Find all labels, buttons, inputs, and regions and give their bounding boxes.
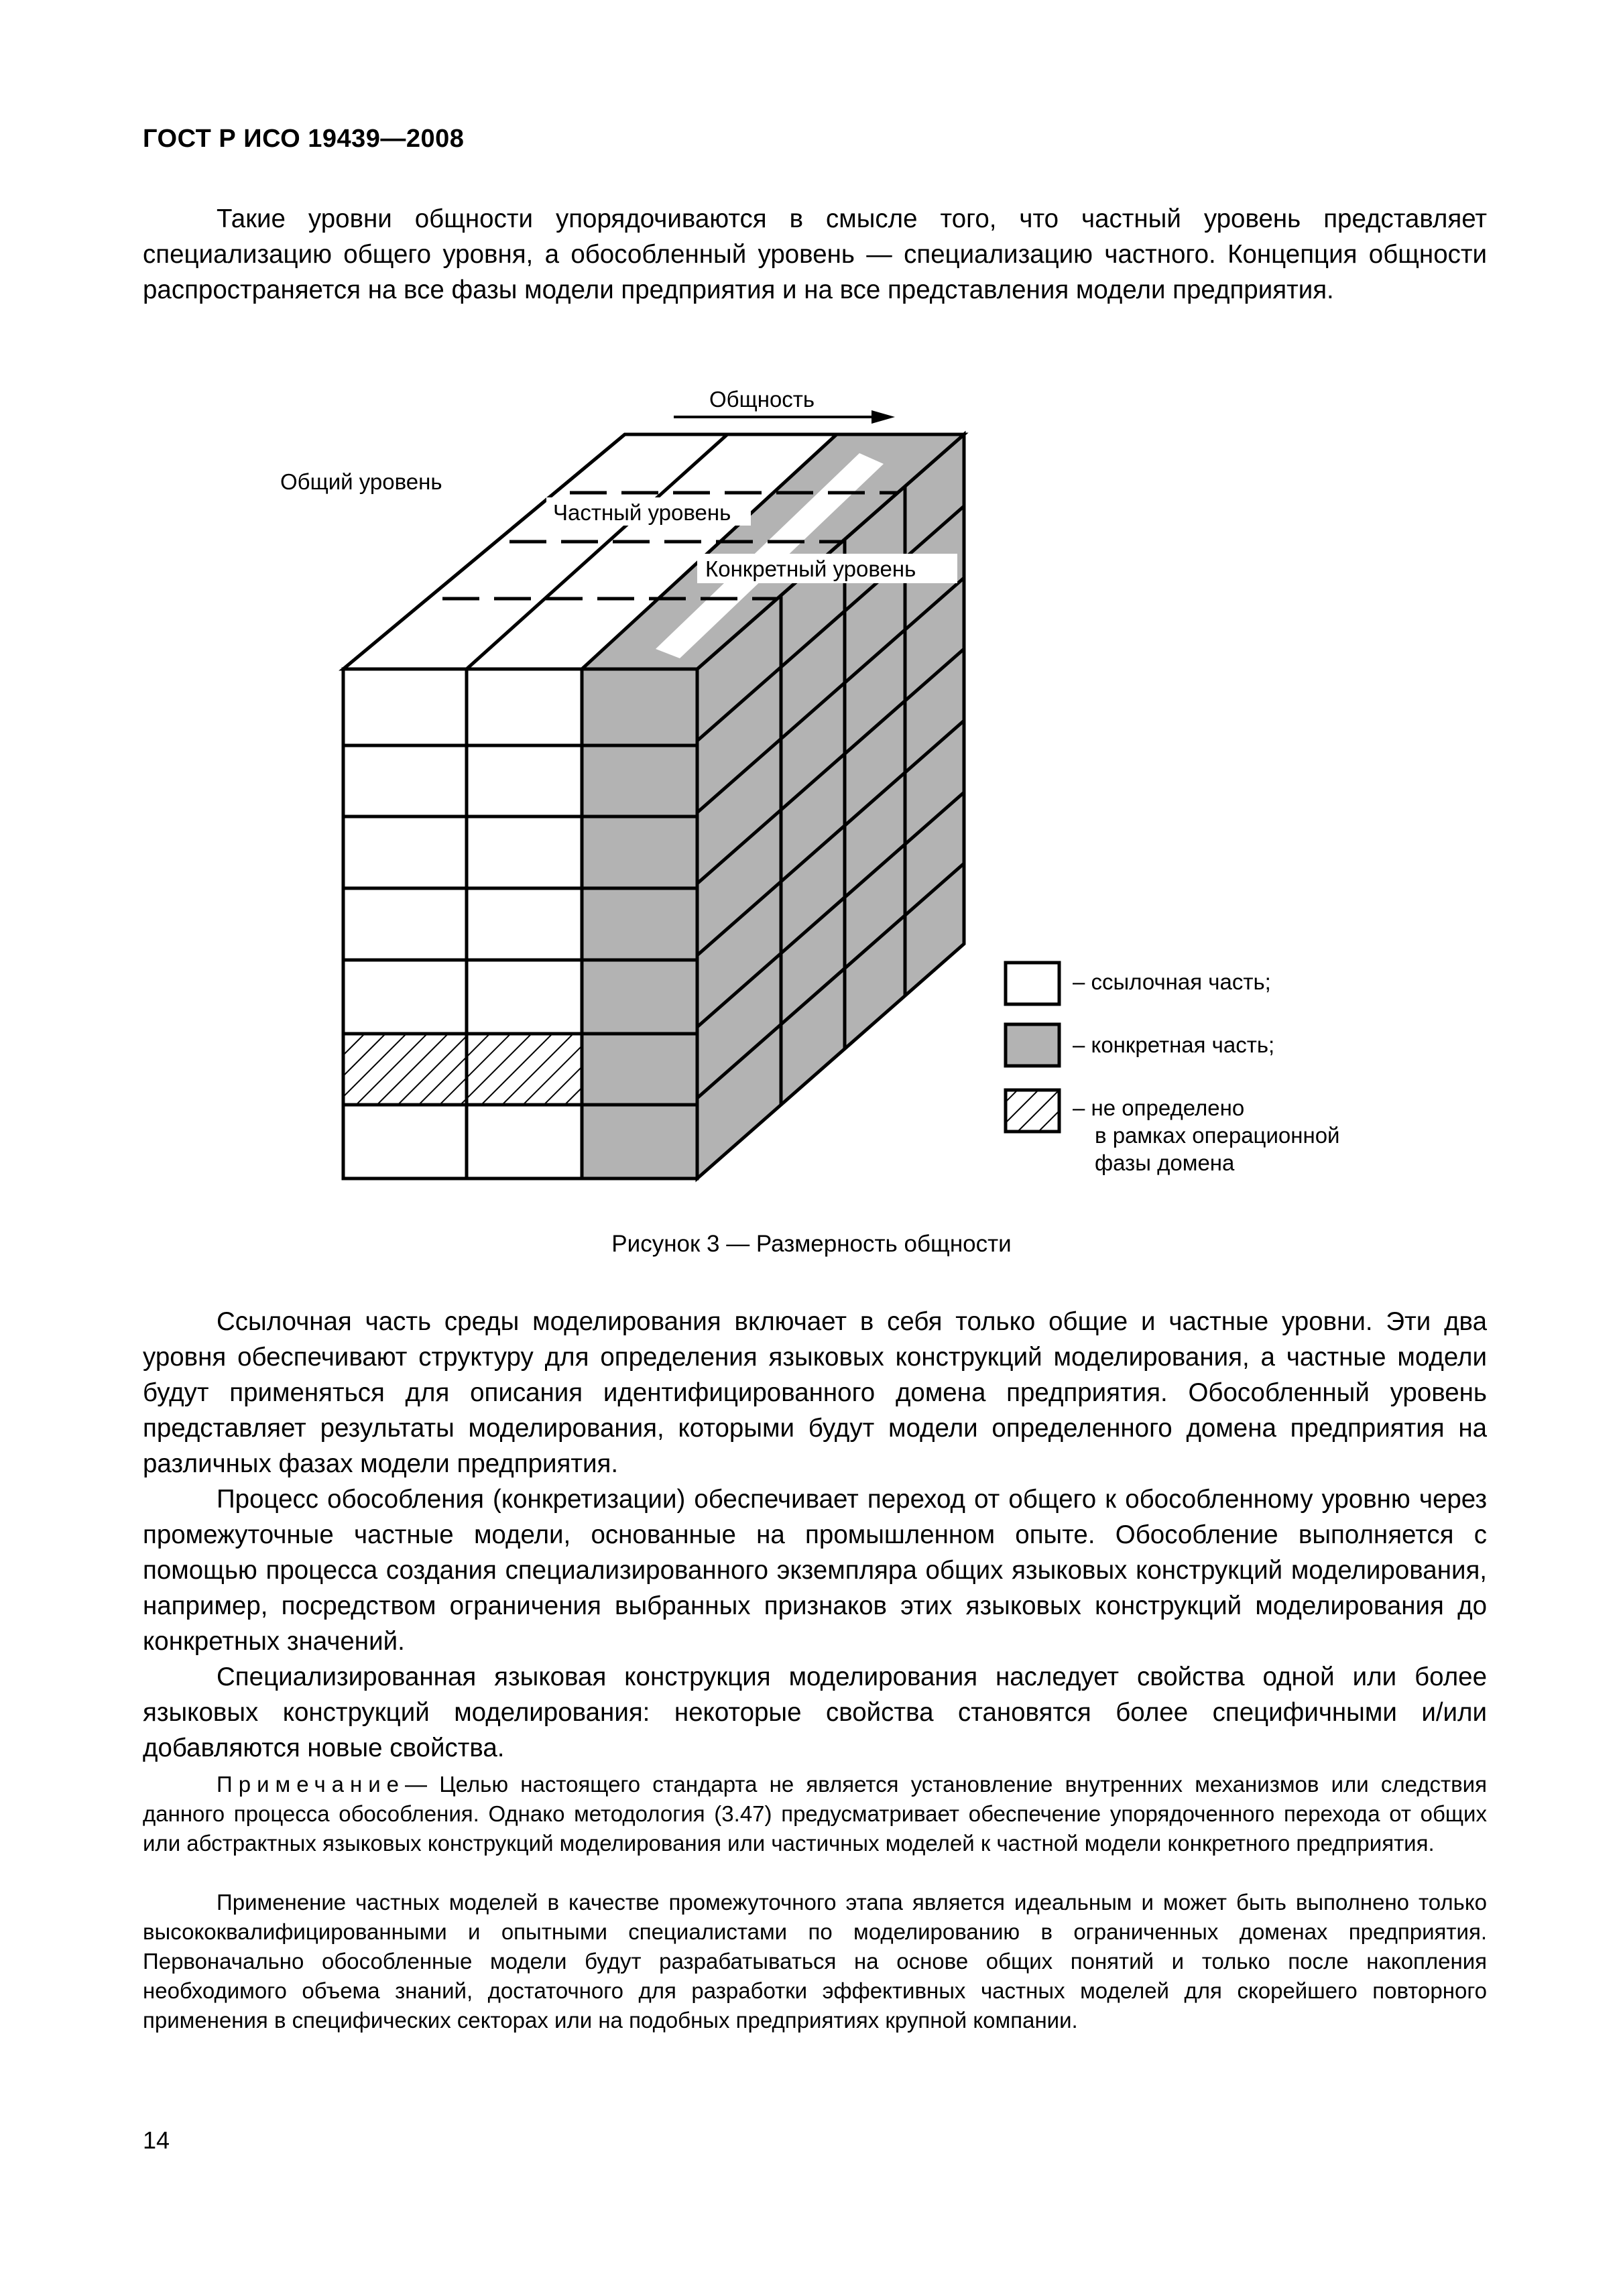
- body-paragraph-2: Процесс обособления (конкретизации) обеспечивает переход от общего к обособленному уровню через промежуточные частные модели, основанные на промышленном опыте. Обособление выполняется с помощью процесса создания специализированного экземпляра общих языковых конструкций моделирования, например, посредством ограничения выбранных признаков этих языковых конструкций моделирования до конкретных значений.: [143, 1485, 1487, 1656]
- legend-label-undefined-line3: фазы домена: [1095, 1150, 1235, 1175]
- partial-level-label: Частный уровень: [553, 500, 731, 525]
- front-face-hatched-row: [343, 1034, 582, 1105]
- legend-label-undefined-line2: в рамках операционной: [1095, 1123, 1340, 1148]
- generality-label: Общность: [709, 387, 815, 412]
- generic-level-label: Общий уровень: [280, 469, 442, 494]
- figure-caption: Рисунок 3 — Размерность общности: [611, 1231, 1012, 1257]
- body-paragraph-3: Специализированная языковая конструкция моделирования наследует свойства одной или более языковых конструкций моделирования: некоторые свойства становятся более специфичными и/или добавляются новые свойства.: [143, 1663, 1487, 1762]
- body-paragraph-1: Ссылочная часть среды моделирования включает в себя только общие и частные уровни. Эти два уровня обеспечивают структуру для определения языковых конструкций моделирования, а частные модели будут применяться для описания идентифицированного домена предприятия. Обособленный уровень представляет результаты моделирования, которыми будут модели определенного домена предприятия на различных фазах модели предприятия.: [143, 1307, 1487, 1478]
- note-paragraph: [143, 1770, 1487, 1858]
- document-header: ГОСТ Р ИСО 19439—2008: [143, 125, 465, 153]
- note-label: Примечание: [217, 1772, 406, 1797]
- legend-swatch-hatched: [1006, 1090, 1059, 1132]
- legend-label-concrete: – конкретная часть;: [1073, 1032, 1275, 1057]
- page-number: 14: [143, 2126, 170, 2154]
- generality-arrowhead: [871, 410, 895, 424]
- legend-label-undefined-line1: – не определено: [1073, 1095, 1245, 1120]
- legend-swatch-white: [1006, 963, 1059, 1004]
- particular-level-label: Конкретный уровень: [705, 556, 916, 581]
- legend-label-reference: – ссылочная часть;: [1073, 969, 1271, 994]
- note-continuation: Применение частных моделей в качестве промежуточного этапа является идеальным и может быть выполнено только высококвалифицированными и опытными специалистами по моделированию в ограниченных доменах предприятия. Первоначально обособленные модели будут разрабатываться на основе общих понятий и только после накопления необходимого объема знаний, достаточного для разработки эффективных частных моделей для скорейшего повторного применения в специфических секторах или на подобных предприятиях крупной компании.: [143, 1890, 1487, 2033]
- note-text: — Целью настоящего стандарта не является установление внутренних механизмов или следствия данного процесса обособления. Однако методология (3.47) предусматривает обеспечение упорядоченного перехода от общих или абстрактных языковых конструкций моделирования или частичных моделей к частной модели конкретного предприятия.: [143, 1772, 1487, 1856]
- intro-paragraph: Такие уровни общности упорядочиваются в смысле того, что частный уровень представляет специализацию общего уровня, а обособленный уровень — специализацию частного. Концепция общности распространяется на все фазы модели предприятия и на все представления модели предприятия.: [143, 204, 1487, 304]
- legend-swatch-gray: [1006, 1024, 1059, 1066]
